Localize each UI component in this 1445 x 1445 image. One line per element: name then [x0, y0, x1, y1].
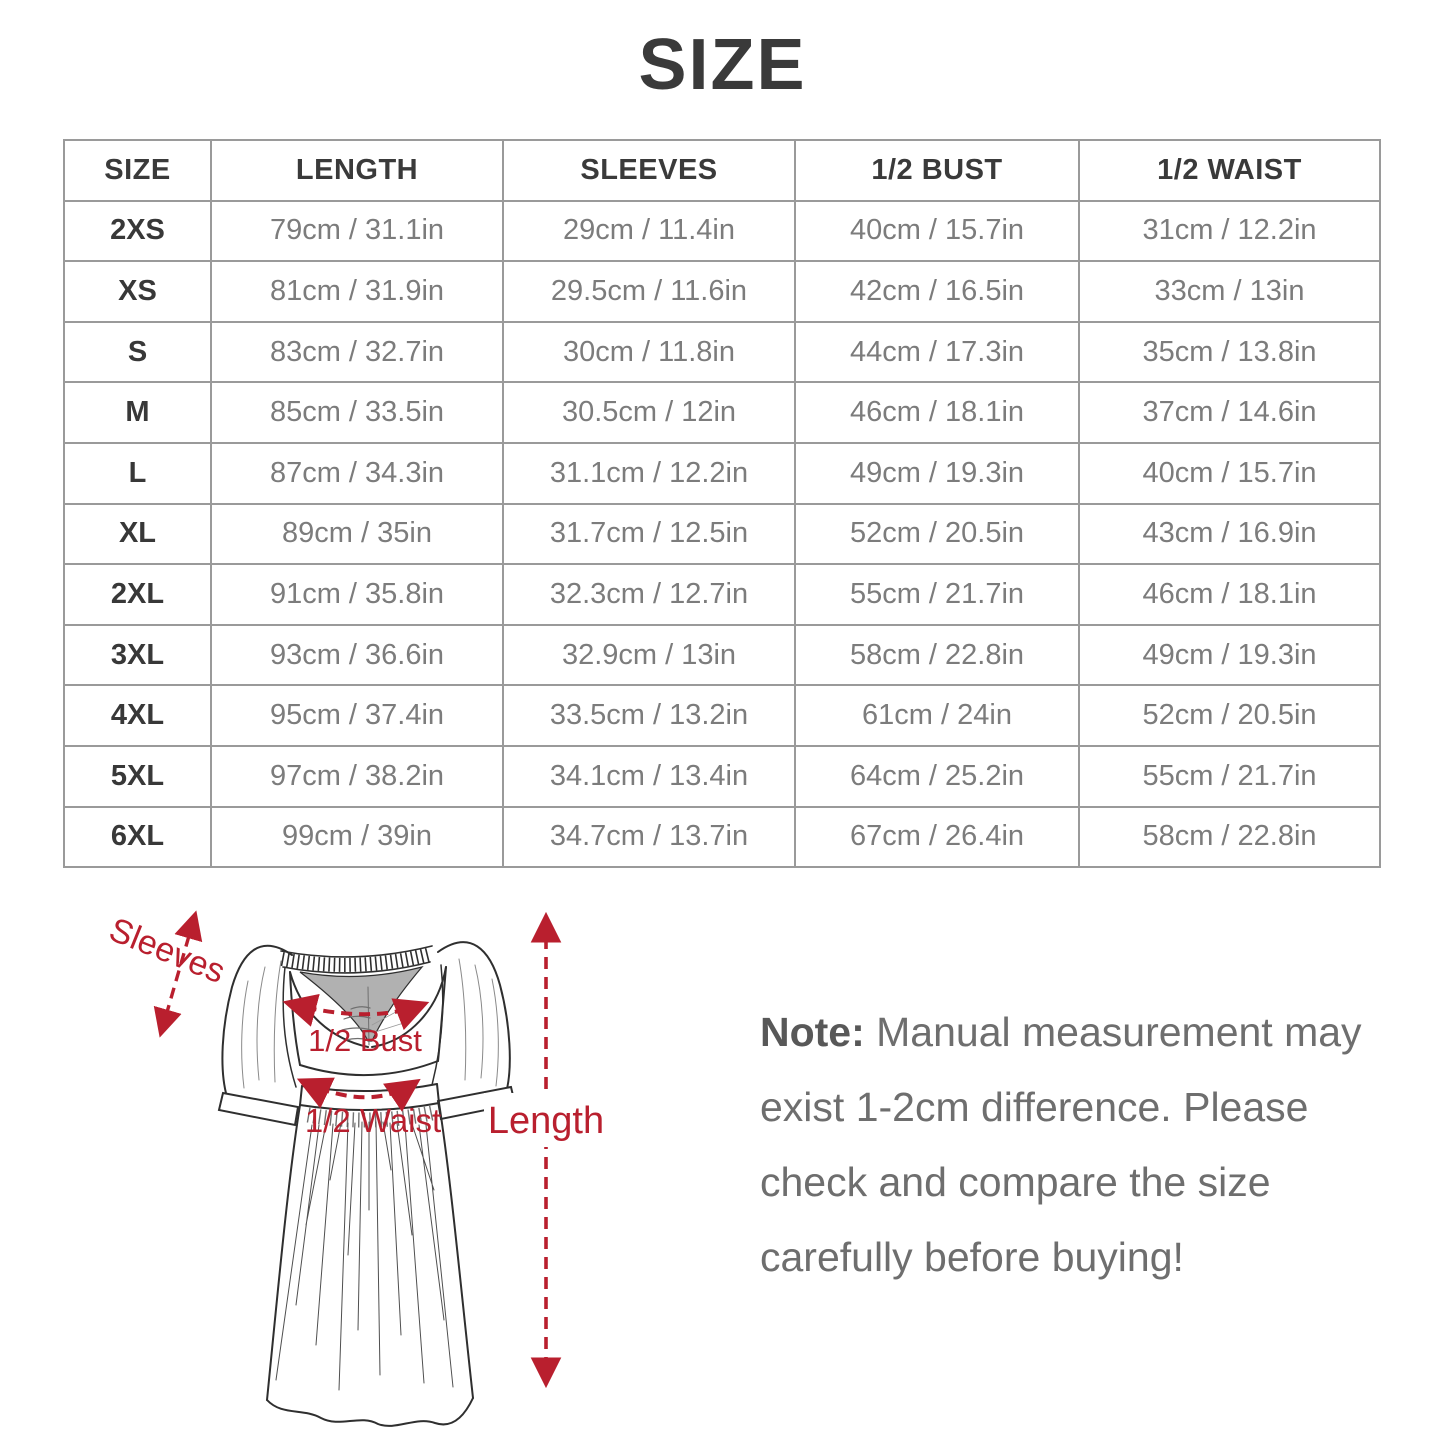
col-header-bust: 1/2 BUST	[795, 140, 1079, 201]
table-row	[64, 746, 1380, 807]
cell-size: 4XL	[64, 685, 211, 746]
cell-length: 93cm / 36.6in	[211, 625, 503, 686]
cell-sleeves: 34.7cm / 13.7in	[503, 807, 795, 868]
cell-sleeves: 32.3cm / 12.7in	[503, 564, 795, 625]
cell-size: XL	[64, 504, 211, 565]
table-row	[64, 322, 1380, 383]
cell-size: 2XL	[64, 564, 211, 625]
cell-sleeves: 29.5cm / 11.6in	[503, 261, 795, 322]
cell-sleeves: 30.5cm / 12in	[503, 382, 795, 443]
cell-waist: 49cm / 19.3in	[1079, 625, 1380, 686]
cell-bust: 49cm / 19.3in	[795, 443, 1079, 504]
cell-length: 81cm / 31.9in	[211, 261, 503, 322]
col-header-waist: 1/2 WAIST	[1079, 140, 1380, 201]
measurement-note	[760, 995, 1380, 1295]
cell-bust: 46cm / 18.1in	[795, 382, 1079, 443]
bust-label: 1/2 Bust	[308, 1023, 422, 1058]
table-row	[64, 261, 1380, 322]
cell-length: 85cm / 33.5in	[211, 382, 503, 443]
note-label: Note:	[760, 1009, 865, 1055]
cell-sleeves: 31.1cm / 12.2in	[503, 443, 795, 504]
cell-bust: 44cm / 17.3in	[795, 322, 1079, 383]
table-row	[64, 201, 1380, 262]
table-row	[64, 504, 1380, 565]
cell-waist: 55cm / 21.7in	[1079, 746, 1380, 807]
table-row	[64, 443, 1380, 504]
cell-waist: 37cm / 14.6in	[1079, 382, 1380, 443]
cell-bust: 55cm / 21.7in	[795, 564, 1079, 625]
cell-length: 97cm / 38.2in	[211, 746, 503, 807]
cell-bust: 40cm / 15.7in	[795, 201, 1079, 262]
table-row	[64, 382, 1380, 443]
cell-waist: 52cm / 20.5in	[1079, 685, 1380, 746]
cell-waist: 31cm / 12.2in	[1079, 201, 1380, 262]
cell-sleeves: 34.1cm / 13.4in	[503, 746, 795, 807]
cell-size: 5XL	[64, 746, 211, 807]
note-text: Manual measurement may	[864, 1009, 1362, 1055]
cell-waist: 46cm / 18.1in	[1079, 564, 1380, 625]
cell-waist: 33cm / 13in	[1079, 261, 1380, 322]
sleeves-label: Sleeves	[103, 910, 231, 992]
note-line: check and compare the size	[760, 1159, 1271, 1205]
table-row	[64, 807, 1380, 868]
cell-bust: 52cm / 20.5in	[795, 504, 1079, 565]
cell-size: 2XS	[64, 201, 211, 262]
cell-sleeves: 30cm / 11.8in	[503, 322, 795, 383]
cell-length: 89cm / 35in	[211, 504, 503, 565]
cell-size: L	[64, 443, 211, 504]
cell-size: XS	[64, 261, 211, 322]
table-row	[64, 625, 1380, 686]
length-label: Length	[487, 1100, 605, 1142]
dress-measurement-diagram	[60, 875, 660, 1445]
cell-waist: 35cm / 13.8in	[1079, 322, 1380, 383]
cell-length: 87cm / 34.3in	[211, 443, 503, 504]
cell-sleeves: 32.9cm / 13in	[503, 625, 795, 686]
cell-bust: 61cm / 24in	[795, 685, 1079, 746]
cell-bust: 58cm / 22.8in	[795, 625, 1079, 686]
note-line: carefully before buying!	[760, 1234, 1184, 1280]
cell-waist: 58cm / 22.8in	[1079, 807, 1380, 868]
table-header-row	[64, 140, 1380, 201]
cell-length: 91cm / 35.8in	[211, 564, 503, 625]
waist-label: 1/2 Waist	[304, 1102, 442, 1139]
page-title: SIZE	[638, 25, 807, 105]
cell-waist: 43cm / 16.9in	[1079, 504, 1380, 565]
cell-bust: 42cm / 16.5in	[795, 261, 1079, 322]
cell-waist: 40cm / 15.7in	[1079, 443, 1380, 504]
col-header-sleeves: SLEEVES	[503, 140, 795, 201]
cell-sleeves: 29cm / 11.4in	[503, 201, 795, 262]
cell-length: 99cm / 39in	[211, 807, 503, 868]
waist-arrow	[302, 1081, 416, 1097]
table-row	[64, 685, 1380, 746]
cell-bust: 64cm / 25.2in	[795, 746, 1079, 807]
note-line	[760, 995, 1380, 1070]
cell-length: 79cm / 31.1in	[211, 201, 503, 262]
cell-length: 83cm / 32.7in	[211, 322, 503, 383]
cell-length: 95cm / 37.4in	[211, 685, 503, 746]
cell-size: M	[64, 382, 211, 443]
col-header-length: LENGTH	[211, 140, 503, 201]
cell-bust: 67cm / 26.4in	[795, 807, 1079, 868]
cell-size: 6XL	[64, 807, 211, 868]
cell-sleeves: 33.5cm / 13.2in	[503, 685, 795, 746]
cell-sleeves: 31.7cm / 12.5in	[503, 504, 795, 565]
col-header-size: SIZE	[64, 140, 211, 201]
table-row	[64, 564, 1380, 625]
note-line: exist 1-2cm difference. Please	[760, 1084, 1309, 1130]
cell-size: 3XL	[64, 625, 211, 686]
cell-size: S	[64, 322, 211, 383]
size-table	[63, 139, 1381, 868]
